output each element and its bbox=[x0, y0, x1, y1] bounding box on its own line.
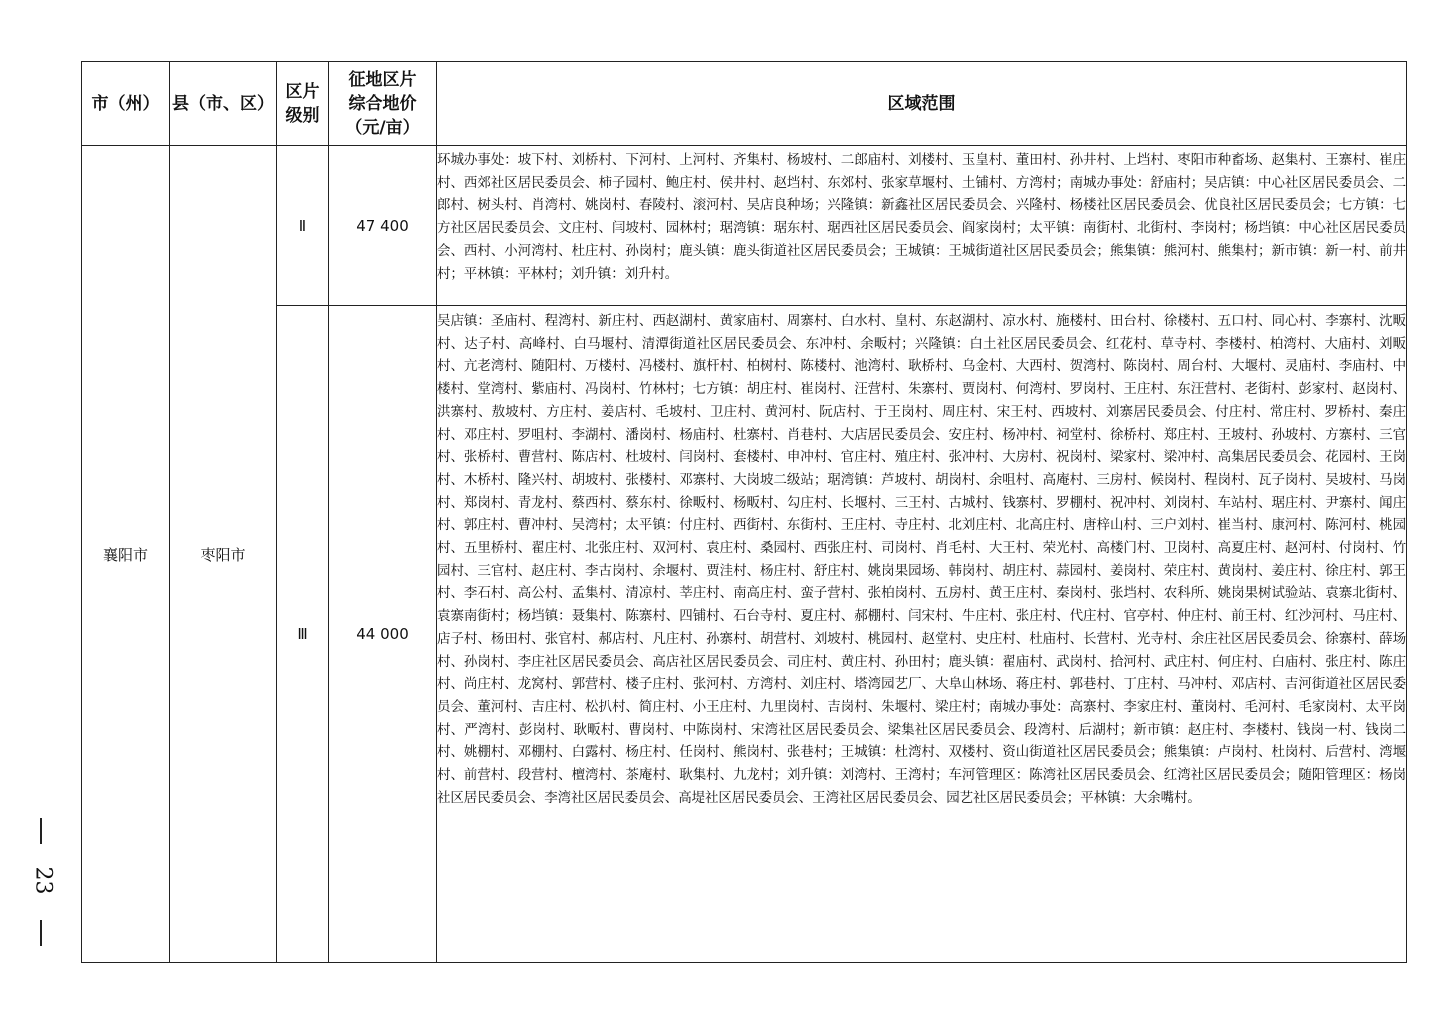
table-row bbox=[82, 146, 1407, 306]
header-price-line3: （元/亩） bbox=[345, 117, 420, 138]
page-number-marker bbox=[18, 818, 56, 948]
cell-area: 吴店镇：圣庙村、程湾村、新庄村、西赵湖村、黄家庙村、周寨村、白水村、皇村、东赵湖村、凉水村、施楼村、田台村、徐楼村、五口村、同心村、李寨村、沈畈村、达子村、高峰村、白马堰村、清潭街道社区居民委员会、东冲村、余畈村；兴隆镇：白土社区居民委员会、红花村、草寺村、李楼村、柏湾村、大庙村、刘畈村、亢老湾村、随阳村、万楼村、冯楼村、旗杆村、柏树村、陈楼村、池湾村、耿桥村、乌金村、大西村、贺湾村、陈岗村、周台村、大堰村、灵庙村、李庙村、中楼村、堂湾村、紫庙村、冯岗村、竹林村；七方镇：胡庄村、崔岗村、汪营村、朱寨村、贾岗村、何湾村、罗岗村、王庄村、东汪营村、老街村、彭家村、赵岗村、洪寨村、敖坡村、方庄村、姜店村、毛坡村、卫庄村、黄河村、阮店村、于王岗村、周庄村、宋王村、西坡村、刘寨居民委员会、付庄村、常庄村、罗桥村、秦庄村、邓庄村、罗咀村、李湖村、潘岗村、杨庙村、杜寨村、肖巷村、大店居民委员会、安庄村、杨冲村、祠堂村、徐桥村、郑庄村、王坡村、孙坡村、方寨村、三官村、张桥村、曹营村、陈店村、杜坡村、闫岗村、套楼村、申冲村、官庄村、殖庄村、张冲村、大房村、祝岗村、梁家村、梁冲村、高集居民委员会、花园村、王岗村、木桥村、隆兴村、胡坡村、张楼村、邓寨村、大岗坡二级站；琚湾镇：芦坡村、胡岗村、余咀村、高庵村、三房村、候岗村、程岗村、瓦子岗村、吴坡村、马岗村、郑岗村、青龙村、蔡西村、蔡东村、徐畈村、杨畈村、勾庄村、长堰村、三王村、古城村、钱寨村、罗棚村、祝冲村、刘岗村、车站村、琚庄村、尹寨村、闻庄村、郭庄村、曹冲村、吴湾村；太平镇：付庄村、西街村、东街村、王庄村、寺庄村、北刘庄村、北高庄村、唐梓山村、三户刘村、崔当村、康河村、陈河村、桃园村、五里桥村、翟庄村、北张庄村、双河村、袁庄村、桑园村、西张庄村、司岗村、肖毛村、大王村、荣光村、高楼门村、卫岗村、高夏庄村、赵河村、付岗村、竹园村、三官村、赵庄村、李古岗村、余堰村、贾洼村、杨庄村、舒庄村、姚岗果园场、韩岗村、胡庄村、蒜园村、姜岗村、荣庄村、黄岗村、姜庄村、徐庄村、郭王村、李石村、高公村、孟集村、清凉村、莘庄村、南高庄村、蛮子营村、张柏岗村、五房村、黄王庄村、秦岗村、张垱村、农科所、姚岗果树试验站、袁寨北街村、袁寨南街村；杨垱镇：聂集村、陈寨村、四铺村、石台寺村、夏庄村、郝棚村、闫宋村、牛庄村、张庄村、代庄村、官亭村、仲庄村、前王村、红沙河村、马庄村、店子村、杨田村、张官村、郝店村、凡庄村、孙寨村、胡营村、刘坡村、桃园村、赵堂村、史庄村、杜庙村、长营村、光寺村、余庄社区居民委员会、徐寨村、薛场村、孙岗村、李庄社区居民委员会、高店社区居民委员会、司庄村、黄庄村、孙田村；鹿头镇：翟庙村、武岗村、拾河村、武庄村、何庄村、白庙村、张庄村、陈庄村、尚庄村、龙窝村、郭营村、楼子庄村、张河村、方湾村、刘庄村、塔湾园艺厂、大阜山林场、蒋庄村、郭巷村、丁庄村、马冲村、邓店村、吉河街道社区居民委员会、董河村、吉庄村、松扒村、简庄村、小王庄村、九里岗村、吉岗村、朱堰村、梁庄村；南城办事处：高寨村、李家庄村、董岗村、毛河村、毛家岗村、太平岗村、严湾村、彭岗村、耿畈村、曹岗村、中陈岗村、宋湾社区居民委员会、梁集社区居民委员会、段湾村、后湖村；新市镇：赵庄村、李楼村、钱岗一村、钱岗二村、姚棚村、邓棚村、白露村、杨庄村、任岗村、熊岗村、张巷村；王城镇：杜湾村、双楼村、资山街道社区居民委员会；熊集镇：卢岗村、杜岗村、后营村、湾堰村、前营村、段营村、檀湾村、茶庵村、耿集村、九龙村；刘升镇：刘湾村、王湾村；车河管理区：陈湾社区居民委员会、红湾社区居民委员会；随阳管理区：杨岗社区居民委员会、李湾社区居民委员会、高堤社区居民委员会、王湾社区居民委员会、园艺社区居民委员会；平林镇：大余嘴村。 bbox=[437, 306, 1407, 963]
header-county: 县（市、区） bbox=[170, 62, 277, 146]
header-level-line2: 级别 bbox=[285, 105, 320, 126]
header-price-line1: 征地区片 bbox=[348, 69, 417, 90]
cell-county: 枣阳市 bbox=[170, 146, 277, 963]
table-header-row bbox=[82, 62, 1407, 146]
land-price-table bbox=[81, 61, 1407, 963]
cell-price: 47 400 bbox=[329, 146, 437, 306]
header-level bbox=[277, 62, 329, 146]
cell-level: Ⅱ bbox=[277, 146, 329, 306]
header-level-line1: 区片 bbox=[285, 81, 320, 102]
header-price bbox=[329, 62, 437, 146]
header-city: 市（州） bbox=[82, 62, 170, 146]
page-number-dash-top bbox=[40, 818, 42, 844]
cell-city: 襄阳市 bbox=[82, 146, 170, 963]
cell-level: Ⅲ bbox=[277, 306, 329, 963]
cell-price: 44 000 bbox=[329, 306, 437, 963]
header-area: 区域范围 bbox=[437, 62, 1407, 146]
table-row bbox=[82, 306, 1407, 963]
header-price-line2: 综合地价 bbox=[348, 93, 417, 114]
page-number: 23 bbox=[30, 866, 56, 895]
cell-area: 环城办事处：坡下村、刘桥村、下河村、上河村、齐集村、杨坡村、二郎庙村、刘楼村、玉皇村、董田村、孙井村、上垱村、枣阳市种畜场、赵集村、王寨村、崔庄村、西郊社区居民委员会、柿子园村、鲍庄村、侯井村、赵垱村、东郊村、张家草堰村、土铺村、方湾村；南城办事处：舒庙村；吴店镇：中心社区居民委员会、二郎村、树头村、肖湾村、姚岗村、春陵村、滚河村、吴店良种场；兴隆镇：新鑫社区居民委员会、兴隆村、杨楼社区居民委员会、优良社区居民委员会；七方镇：七方社区居民委员会、文庄村、闫坡村、园林村；琚湾镇：琚东村、琚西社区居民委员会、阎家岗村；太平镇：南街村、北街村、李岗村；杨垱镇：中心社区居民委员会、西村、小河湾村、杜庄村、孙岗村；鹿头镇：鹿头街道社区居民委员会；王城镇：王城街道社区居民委员会；熊集镇：熊河村、熊集村；新市镇：新一村、前井村；平林镇：平林村；刘升镇：刘升村。 bbox=[437, 146, 1407, 306]
page-number-dash-bottom bbox=[40, 920, 42, 946]
